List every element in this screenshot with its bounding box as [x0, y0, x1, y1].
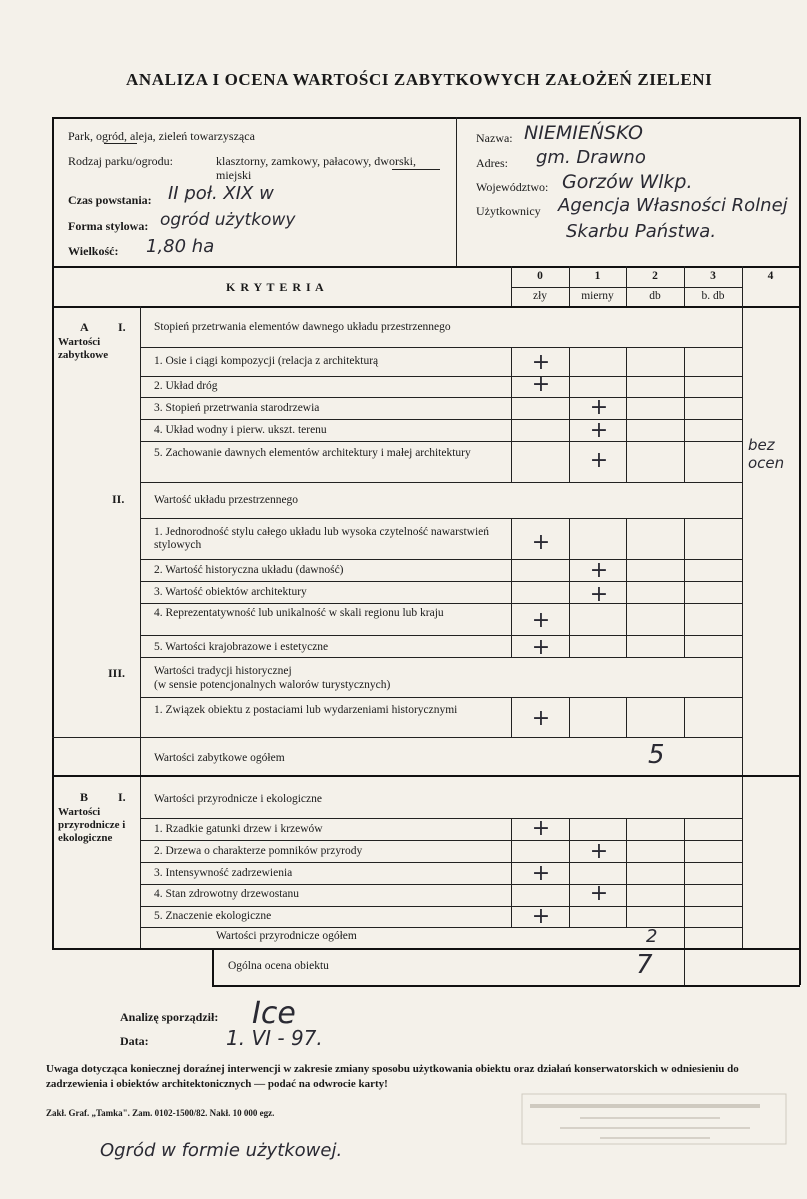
col-2-label: db	[649, 290, 661, 302]
row-line-419	[140, 419, 742, 420]
c1-b	[569, 818, 570, 927]
overall-label: Ogólna ocena obiektu	[228, 960, 329, 972]
park-type-underline	[104, 143, 137, 144]
row-line-518	[140, 518, 742, 519]
park-kind-options: klasztorny, zamkowy, pałacowy, dworski,	[216, 154, 416, 168]
col-3-number: 3	[710, 270, 716, 282]
col-line-4-head	[742, 266, 743, 306]
handwritten-note: Ogród w formie użytkowej.	[100, 1140, 343, 1161]
park-kind-underline	[392, 169, 440, 170]
row-line-948	[52, 948, 800, 950]
date-value: 1. VI - 97.	[226, 1026, 323, 1050]
kryteria-heading: K R Y T E R I A	[226, 280, 325, 294]
address-label: Adres:	[476, 156, 508, 170]
c3-s1	[684, 347, 685, 482]
users-value-2: Skarbu Państwa.	[566, 221, 717, 242]
crit-a2-2: 2. Wartość historyczna układu (dawność)	[154, 564, 344, 576]
mark-a2-1: +	[531, 530, 551, 555]
section-a-name: Wartości zabytkowe	[58, 336, 109, 361]
side-note: bez ocen	[748, 436, 785, 472]
c1-s1	[569, 347, 570, 482]
park-kind-label: Rodzaj parku/ogrodu:	[68, 154, 173, 168]
col-1-label: mierny	[581, 290, 614, 302]
mark-a1-2: +	[531, 372, 551, 397]
address-value: gm. Drawno	[536, 147, 646, 168]
row-line-775	[52, 775, 800, 777]
section-iii-numeral: III.	[108, 666, 126, 680]
author-signature: Ice	[252, 996, 296, 1031]
col-1-number: 1	[594, 270, 601, 282]
c3-b	[684, 818, 685, 948]
c0-s3	[511, 697, 512, 737]
c2-s3	[626, 697, 627, 737]
mark-a1-4: +	[589, 418, 609, 443]
col-4-number: 4	[767, 270, 774, 282]
crit-a1-2: 2. Układ dróg	[154, 380, 218, 392]
mark-b-1: +	[531, 816, 551, 841]
row-line-906	[140, 906, 742, 907]
section-a-letter: A	[80, 320, 89, 334]
table-top-line	[52, 266, 800, 268]
crit-b-4: 4. Stan zdrowotny drzewostanu	[154, 888, 299, 900]
overall-left-line	[212, 948, 214, 985]
mark-a2-2: +	[589, 558, 609, 583]
row-line-559	[140, 559, 742, 560]
mark-a2-3: +	[589, 582, 609, 607]
row-line-818	[140, 818, 742, 819]
category-col-line	[140, 306, 141, 948]
c0-s1	[511, 347, 512, 482]
frame-left-line	[52, 117, 54, 949]
c3-s2	[684, 518, 685, 657]
section-b-numeral: I.	[118, 790, 126, 804]
mark-b-5: +	[531, 904, 551, 929]
row-line-862	[140, 862, 742, 863]
nature-total-label: Wartości przyrodnicze ogółem	[216, 930, 357, 942]
section-b-title: Wartości przyrodnicze i ekologiczne	[154, 793, 322, 805]
crit-a2-4: 4. Reprezentatywność lub unikalność w skali regionu lub kraju	[154, 607, 444, 619]
col-line-0-head	[511, 266, 512, 306]
row-line-397	[140, 397, 742, 398]
mark-a1-3: +	[589, 395, 609, 420]
col-2-number: 2	[652, 270, 658, 282]
background-stamp-watermark	[520, 1092, 790, 1148]
name-value: NIEMIEŃSKO	[524, 122, 644, 144]
stamp-shape	[520, 1092, 790, 1148]
row-line-657	[140, 657, 742, 658]
section-iii-title-2: (w sensie potencjonalnych walorów turystycznych)	[154, 679, 391, 691]
mark-b-2: +	[589, 839, 609, 864]
row-line-884	[140, 884, 742, 885]
frame-right-line	[799, 117, 801, 985]
col-line-2-head	[626, 266, 627, 306]
size-value: 1,80 ha	[146, 236, 215, 257]
style-value: ogród użytkowy	[160, 210, 296, 230]
mark-a2-5: +	[531, 635, 551, 660]
mark-b-3: +	[531, 861, 551, 886]
col-0-number: 0	[537, 270, 543, 282]
row-line-441	[140, 441, 742, 442]
header-divider	[456, 117, 457, 266]
row-line-635	[140, 635, 742, 636]
section-b-name: Wartości przyrodnicze i ekologiczne	[58, 806, 126, 844]
section-b-letter: B	[80, 790, 89, 804]
author-label: Analizę sporządził:	[120, 1010, 219, 1024]
date-label: Data:	[120, 1034, 149, 1048]
province-label: Województwo:	[476, 180, 549, 194]
total-a-label: Wartości zabytkowe ogółem	[154, 752, 285, 764]
section-a-numeral: I.	[118, 320, 126, 334]
name-label: Nazwa:	[476, 131, 513, 145]
section-ii-numeral: II.	[112, 492, 125, 506]
row-line-376	[140, 376, 742, 377]
section-i-title: Stopień przetrwania elementów dawnego układu przestrzennego	[154, 321, 451, 333]
crit-a1-4: 4. Układ wodny i pierw. ukszt. terenu	[154, 424, 327, 436]
col-0-label: zły	[532, 290, 548, 302]
frame-top-line	[52, 117, 800, 119]
printer-info: Zakł. Graf. „Tamka". Zam. 0102-1500/82. Nakł. 10 000 egz.	[46, 1108, 275, 1118]
origin-value: II poł. XIX w	[168, 183, 274, 204]
crit-a2-1: 1. Jednorodność stylu całego układu lub wysoka czytelność nawarstwień stylowych	[154, 526, 490, 551]
park-kind-options-2: miejski	[216, 168, 252, 182]
section-ii-title: Wartość układu przestrzennego	[154, 494, 299, 506]
crit-a1-3: 3. Stopień przetrwania starodrzewia	[154, 402, 320, 414]
origin-label: Czas powstania:	[68, 193, 152, 207]
col-line-1-head	[569, 266, 570, 306]
col-line-3-head	[684, 266, 685, 306]
users-value-1: Agencja Własności Rolnej	[558, 195, 788, 216]
crit-a1-5: 5. Zachowanie dawnych elementów architektury i małej architektury	[154, 447, 471, 459]
intervention-note: Uwaga dotycząca koniecznej doraźnej interwencji w zakresie zmiany sposobu użytkowania obiektu oraz działań konserwatorskich w odniesieniu do zadrzewienia i obiektów architektonicznych — podać na odwrocie karty!	[46, 1063, 739, 1090]
c0-s2	[511, 518, 512, 657]
row-line-737	[52, 737, 742, 738]
c1-s2	[569, 518, 570, 657]
users-label: Użytkownicy	[476, 204, 541, 218]
crit-a1-1: 1. Osie i ciągi kompozycji (relacja z architekturą	[154, 355, 379, 367]
c0-b	[511, 818, 512, 927]
crit-b-2: 2. Drzewa o charakterze pomników przyrody	[154, 845, 363, 857]
row-line-697	[140, 697, 742, 698]
col-3-label: b. db	[701, 290, 725, 302]
row-line-603	[140, 603, 742, 604]
size-label: Wielkość:	[68, 244, 119, 258]
crit-b-1: 1. Rzadkie gatunki drzew i krzewów	[154, 823, 323, 835]
total-a-value: 5	[648, 740, 665, 770]
crit-a3-1: 1. Związek obiektu z postaciami lub wydarzeniami historycznymi	[154, 704, 458, 716]
row-line-347	[140, 347, 742, 348]
crit-a2-3: 3. Wartość obiektów architektury	[154, 586, 307, 598]
style-label: Forma stylowa:	[68, 219, 149, 233]
mark-a1-5: +	[589, 448, 609, 473]
row-line-840	[140, 840, 742, 841]
mark-b-4: +	[589, 881, 609, 906]
row-line-581	[140, 581, 742, 582]
page-title: ANALIZA I OCENA WARTOŚCI ZABYTKOWYCH ZAŁOŻEŃ ZIELENI	[126, 70, 713, 89]
crit-b-5: 5. Znaczenie ekologiczne	[154, 910, 272, 922]
nature-total-value: 2	[646, 926, 658, 947]
crit-a2-5: 5. Wartości krajobrazowe i estetyczne	[154, 641, 329, 653]
col-header-bottom-line	[52, 306, 800, 308]
c1-s3	[569, 697, 570, 737]
mark-a2-4: +	[531, 608, 551, 633]
row-line-482	[140, 482, 742, 483]
crit-b-3: 3. Intensywność zadrzewienia	[154, 867, 293, 879]
col-4-line	[742, 306, 743, 948]
mark-a1-1: +	[531, 350, 551, 375]
overall-value: 7	[636, 950, 653, 980]
section-iii-title-1: Wartości tradycji historycznej	[154, 665, 292, 677]
mark-a3-1: +	[531, 706, 551, 731]
row-line-985	[212, 985, 800, 987]
province-value: Gorzów Wlkp.	[562, 171, 693, 193]
c2-b	[626, 818, 627, 927]
c3-s3	[684, 697, 685, 737]
park-type-label: Park, ogród, aleja, zieleń towarzysząca	[68, 129, 255, 143]
